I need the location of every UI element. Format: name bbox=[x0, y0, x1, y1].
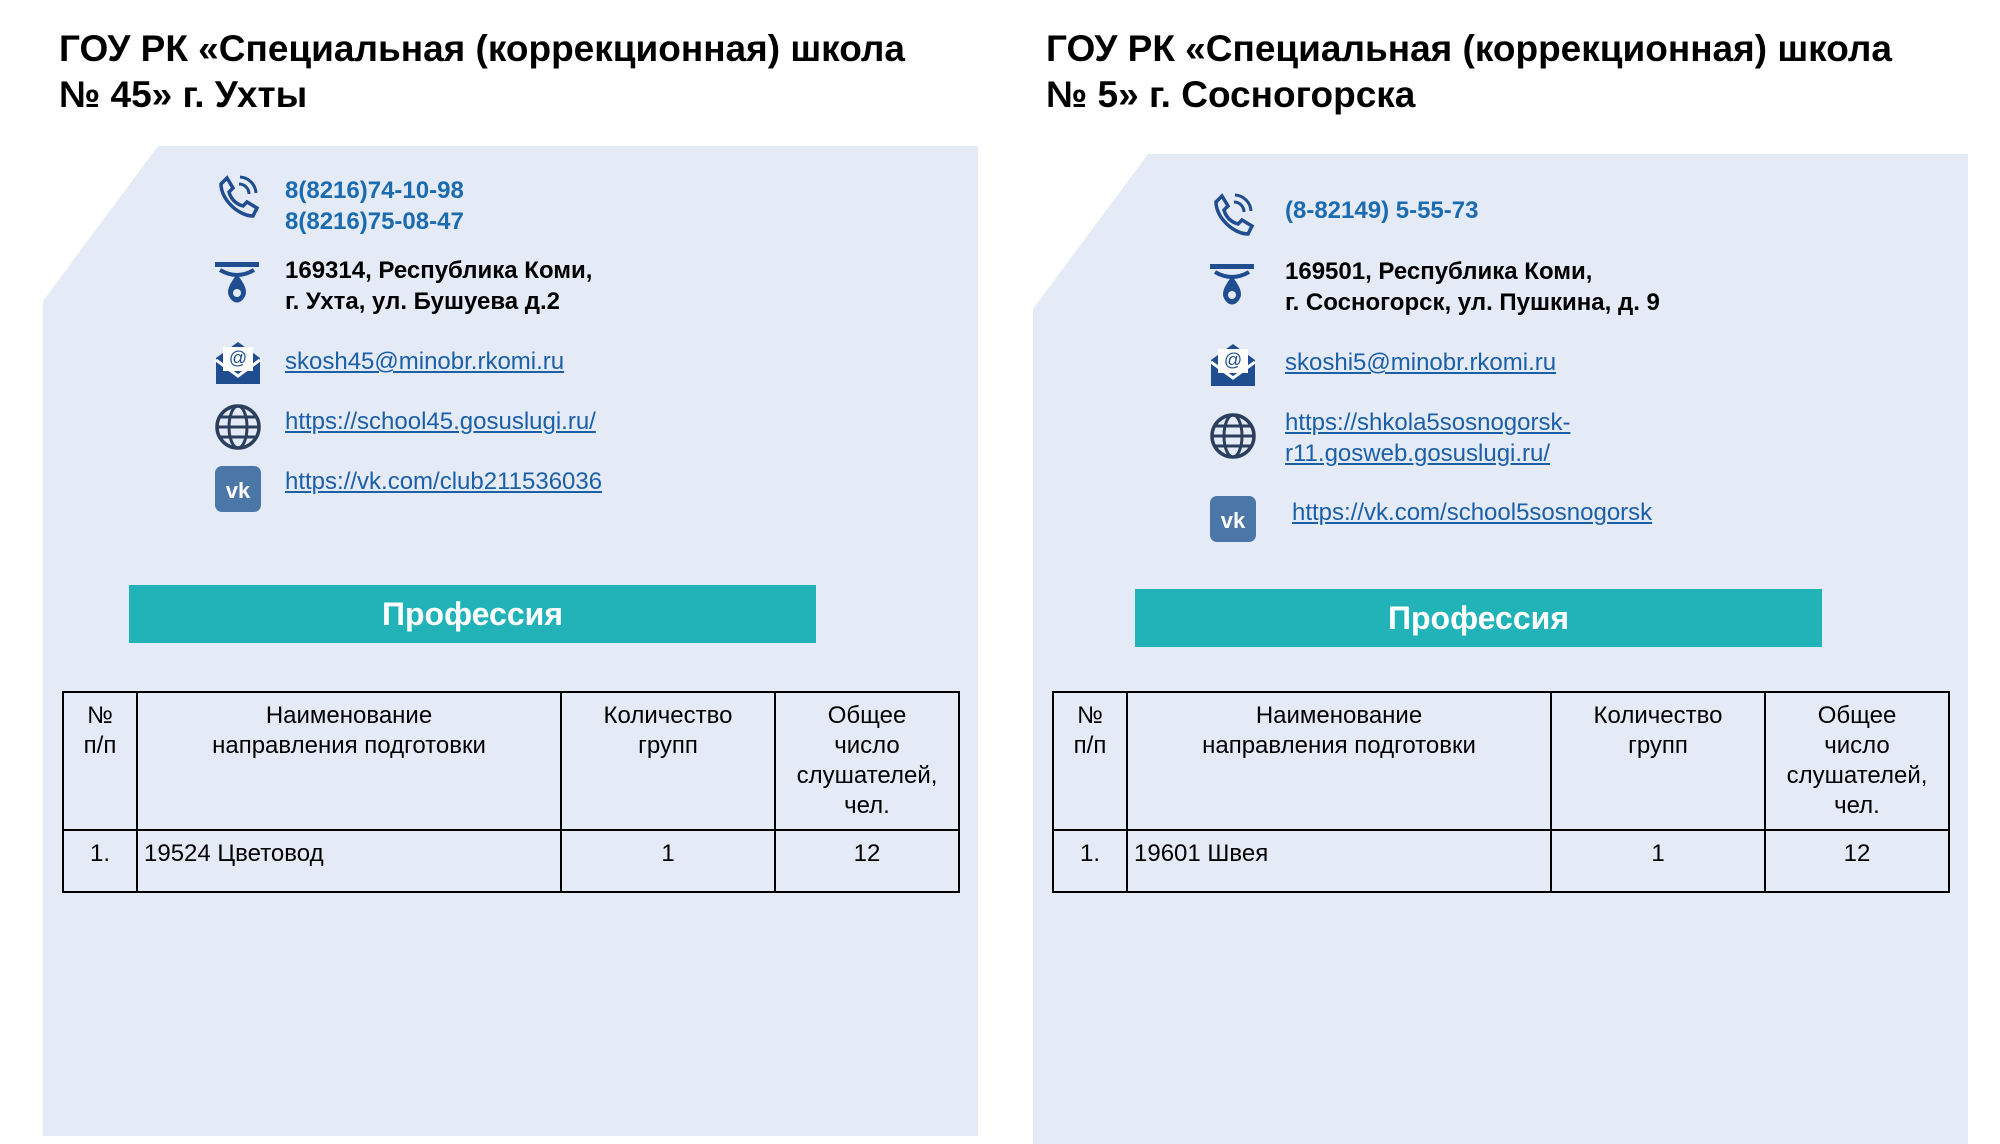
location-pin-icon bbox=[212, 258, 262, 308]
cell-name: 19601 Швея bbox=[1127, 830, 1551, 892]
phone-icon bbox=[1208, 190, 1258, 240]
vk-logo-icon bbox=[213, 464, 263, 514]
school-card-sosnogorsk bbox=[990, 0, 1990, 1125]
svg-text:@: @ bbox=[1223, 350, 1243, 370]
cell-number: 1. bbox=[1053, 830, 1127, 892]
col-groups-header: Количество групп bbox=[1551, 692, 1765, 830]
globe-icon bbox=[1208, 411, 1258, 461]
table-header-row bbox=[63, 692, 959, 830]
school-title bbox=[1046, 26, 1946, 118]
phone-number[interactable]: 8(8216)74-10-98 bbox=[285, 177, 464, 204]
globe-icon bbox=[213, 402, 263, 452]
col-name-header: Наименование направления подготовки bbox=[1127, 692, 1551, 830]
table-row bbox=[63, 830, 959, 892]
email-link[interactable]: skoshi5@minobr.rkomi.ru bbox=[1285, 349, 1557, 376]
col-groups-header: Количество групп bbox=[561, 692, 775, 830]
address: 169314, Республика Коми, г. Ухта, ул. Бушуева д.2 bbox=[285, 257, 593, 315]
svg-text:vk: vk bbox=[1220, 508, 1246, 533]
email-envelope-icon bbox=[213, 338, 263, 388]
school-title-line1: ГОУ РК «Специальная (коррекционная) школа bbox=[59, 28, 905, 69]
col-students-header: Общее число слушателей, чел. bbox=[775, 692, 959, 830]
col-number-header: № п/п bbox=[1053, 692, 1127, 830]
cell-groups: 1 bbox=[1551, 830, 1765, 892]
cell-name: 19524 Цветовод bbox=[137, 830, 561, 892]
website-link[interactable]: https://shkola5sosnogorsk- r11.gosweb.gosuslugi.ru/ bbox=[1285, 409, 1571, 467]
vk-logo-icon bbox=[1208, 494, 1258, 544]
col-number-header: № п/п bbox=[63, 692, 137, 830]
phone-icon bbox=[213, 172, 263, 222]
school-title-line2: № 5» г. Сосногорска bbox=[1046, 74, 1416, 115]
phone-number[interactable]: (8-82149) 5-55-73 bbox=[1285, 197, 1479, 224]
phone-number[interactable]: 8(8216)75-08-47 bbox=[285, 208, 464, 235]
school-title-line2: № 45» г. Ухты bbox=[59, 74, 308, 115]
profession-banner: Профессия bbox=[1135, 589, 1822, 647]
training-table bbox=[62, 691, 960, 893]
cell-students: 12 bbox=[1765, 830, 1949, 892]
school-title-line1: ГОУ РК «Специальная (коррекционная) школа bbox=[1046, 28, 1892, 69]
svg-text:vk: vk bbox=[225, 478, 251, 503]
website-link[interactable]: https://school45.gosuslugi.ru/ bbox=[285, 408, 596, 435]
school-title bbox=[59, 26, 959, 118]
phone-numbers bbox=[1285, 195, 1478, 226]
col-students-header: Общее число слушателей, чел. bbox=[1765, 692, 1949, 830]
vk-link[interactable]: https://vk.com/club211536036 bbox=[285, 468, 603, 495]
cell-students: 12 bbox=[775, 830, 959, 892]
table-header-row bbox=[1053, 692, 1949, 830]
phone-numbers bbox=[285, 175, 464, 237]
vk-link[interactable]: https://vk.com/school5sosnogorsk bbox=[1292, 499, 1653, 526]
training-table bbox=[1052, 691, 1950, 893]
table-row bbox=[1053, 830, 1949, 892]
address: 169501, Республика Коми, г. Сосногорск, ул. Пушкина, д. 9 bbox=[1285, 258, 1660, 316]
col-name-header: Наименование направления подготовки bbox=[137, 692, 561, 830]
cell-groups: 1 bbox=[561, 830, 775, 892]
svg-text:@: @ bbox=[228, 348, 248, 368]
school-card-ukhta bbox=[0, 0, 1000, 1125]
cell-number: 1. bbox=[63, 830, 137, 892]
location-pin-icon bbox=[1207, 260, 1257, 310]
profession-banner: Профессия bbox=[129, 585, 816, 643]
email-envelope-icon bbox=[1208, 340, 1258, 390]
email-link[interactable]: skosh45@minobr.rkomi.ru bbox=[285, 348, 565, 375]
